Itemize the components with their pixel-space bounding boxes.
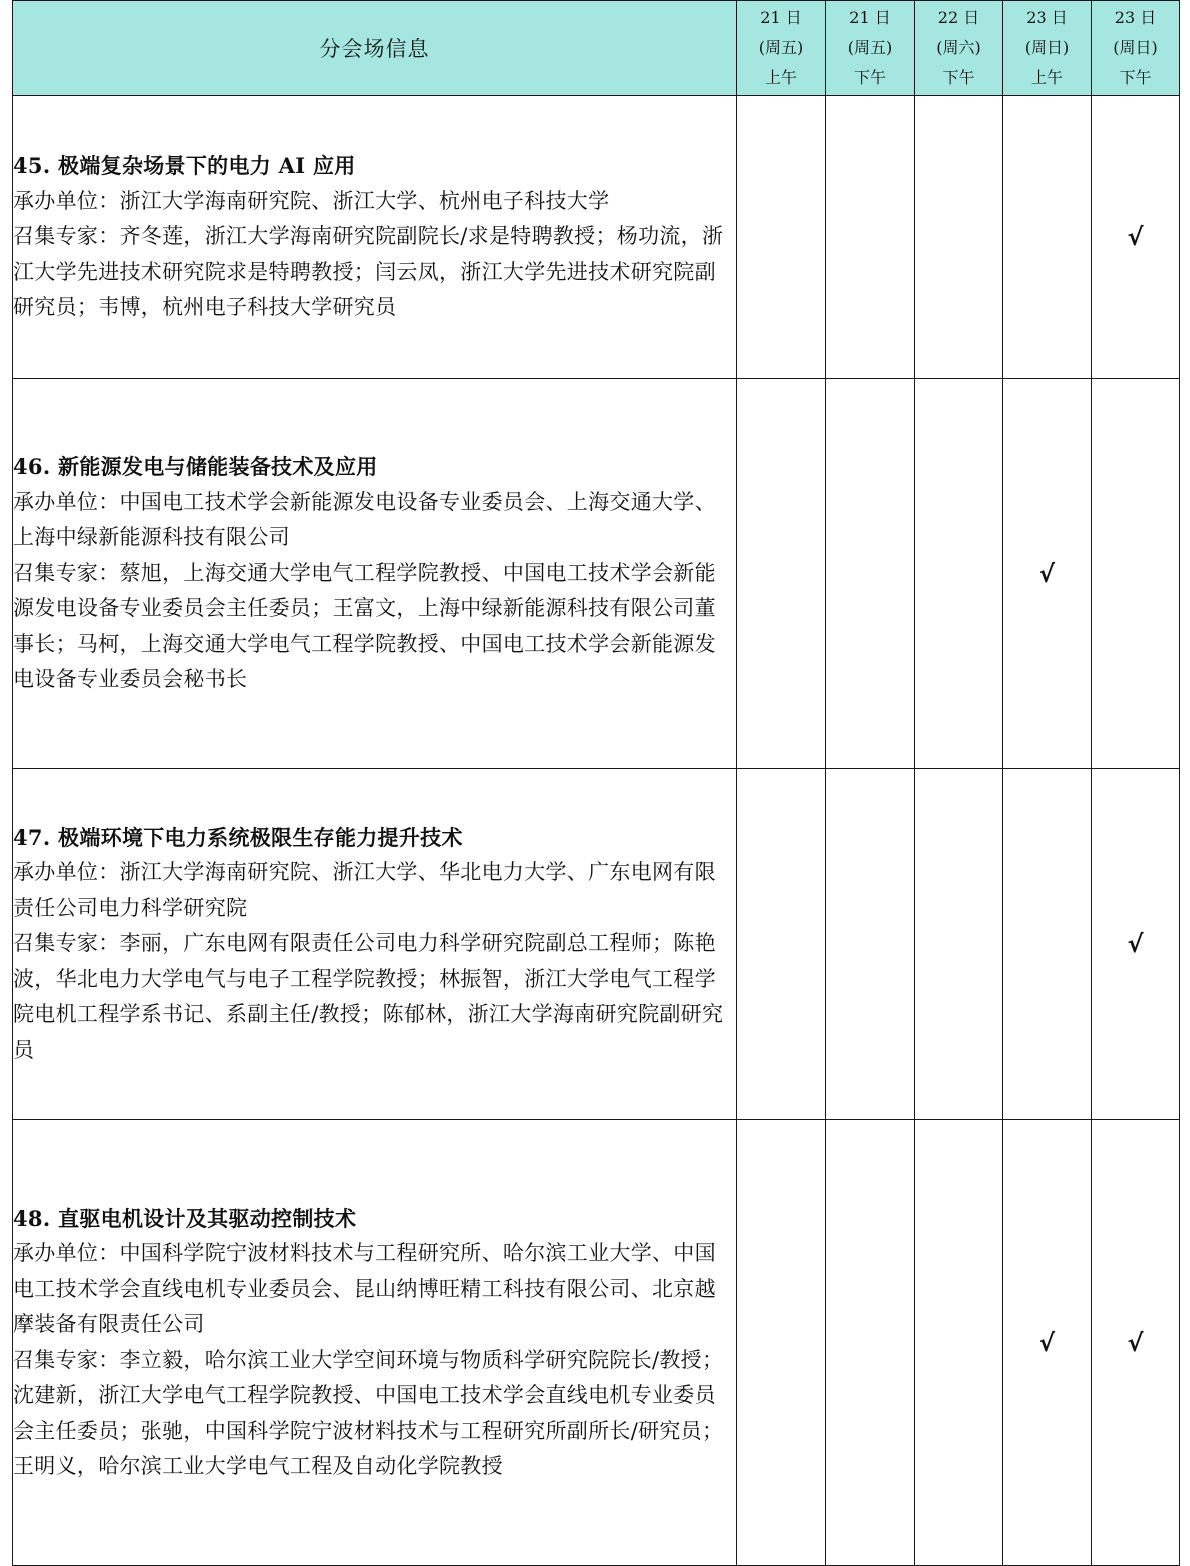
session-info-cell xyxy=(13,379,737,769)
slot-mark xyxy=(737,96,826,379)
session-experts: 召集专家：李丽，广东电网有限责任公司电力科学研究院副总工程师；陈艳波，华北电力大学电气与电子工程学院教授；林振智，浙江大学电气工程学院电机工程学系书记、系副主任/教授；陈郁林，浙江大学海南研究院副研究员 xyxy=(13,931,724,1062)
session-row-48 xyxy=(13,1120,1180,1566)
session-organizer: 承办单位：浙江大学海南研究院、浙江大学、杭州电子科技大学 xyxy=(13,188,610,213)
slot-header-4 xyxy=(1003,1,1092,96)
session-experts: 召集专家：齐冬莲，浙江大学海南研究院副院长/求是特聘教授；杨功流，浙江大学先进技术研究院求是特聘教授；闫云凤，浙江大学先进技术研究院副研究员；韦博，杭州电子科技大学研究员 xyxy=(13,224,724,320)
slot-mark xyxy=(1003,96,1092,379)
session-title: 45. 极端复杂场景下的电力 AI 应用 xyxy=(13,153,356,179)
slot-mark xyxy=(737,769,826,1120)
session-row-45 xyxy=(13,96,1180,379)
slot-weekday: (周日) xyxy=(1113,38,1158,57)
slot-date: 23 日 xyxy=(1026,8,1068,27)
session-info-cell xyxy=(13,769,737,1120)
slot-period: 下午 xyxy=(853,68,886,87)
slot-weekday: (周五) xyxy=(847,38,893,57)
session-experts: 召集专家：李立毅，哈尔滨工业大学空间环境与物质科学研究院院长/教授；沈建新，浙江大学电气工程学院教授、中国电工技术学会直线电机专业委员会主任委员；张驰，中国科学院宁波材料技术与工程研究所副所长/研究员；王明义，哈尔滨工业大学电气工程及自动化学院教授 xyxy=(13,1347,724,1478)
check-mark: √ xyxy=(1092,1120,1180,1566)
session-experts: 召集专家：蔡旭，上海交通大学电气工程学院教授、中国电工技术学会新能源发电设备专业委员会主任委员；王富文，上海中绿新能源科技有限公司董事长；马柯，上海交通大学电气工程学院教授、中国电工技术学会新能源发电设备专业委员会秘书长 xyxy=(13,560,716,692)
slot-mark xyxy=(826,769,915,1120)
slot-weekday: (周五) xyxy=(758,38,804,57)
session-title: 48. 直驱电机设计及其驱动控制技术 xyxy=(13,1205,357,1231)
slot-weekday: (周六) xyxy=(936,38,981,57)
slot-mark xyxy=(915,1120,1003,1566)
slot-mark xyxy=(826,96,915,379)
session-schedule-table xyxy=(12,0,1180,1566)
header-row xyxy=(13,1,1180,96)
slot-mark xyxy=(826,1120,915,1566)
session-row-46 xyxy=(13,379,1180,769)
slot-mark xyxy=(1092,379,1180,769)
session-info-cell xyxy=(13,1120,737,1566)
slot-mark xyxy=(1003,769,1092,1120)
slot-header-3 xyxy=(915,1,1003,96)
session-title: 46. 新能源发电与储能装备技术及应用 xyxy=(13,454,378,480)
check-mark: √ xyxy=(1092,769,1180,1120)
slot-period: 下午 xyxy=(1119,68,1152,87)
session-organizer: 承办单位：中国科学院宁波材料技术与工程研究所、哈尔滨工业大学、中国电工技术学会直线电机专业委员会、昆山纳博旺精工科技有限公司、北京越摩装备有限责任公司 xyxy=(13,1241,716,1336)
slot-date: 23 日 xyxy=(1114,8,1157,27)
slot-mark xyxy=(737,1120,826,1566)
session-info-cell xyxy=(13,96,737,379)
slot-header-5 xyxy=(1092,1,1180,96)
session-organizer: 承办单位：浙江大学海南研究院、浙江大学、华北电力大学、广东电网有限责任公司电力科学研究院 xyxy=(13,860,716,920)
check-mark: √ xyxy=(1003,379,1092,769)
session-row-47 xyxy=(13,769,1180,1120)
session-organizer: 承办单位：中国电工技术学会新能源发电设备专业委员会、上海交通大学、上海中绿新能源科技有限公司 xyxy=(13,489,716,550)
slot-period: 上午 xyxy=(1030,68,1063,87)
slot-mark xyxy=(915,379,1003,769)
check-mark: √ xyxy=(1003,1120,1092,1566)
slot-mark xyxy=(915,96,1003,379)
slot-header-1 xyxy=(737,1,826,96)
slot-date: 22 日 xyxy=(937,8,980,27)
slot-mark xyxy=(826,379,915,769)
slot-date: 21 日 xyxy=(760,8,802,27)
slot-date: 21 日 xyxy=(849,8,891,27)
check-mark: √ xyxy=(1092,96,1180,379)
slot-header-2 xyxy=(826,1,915,96)
slot-mark xyxy=(737,379,826,769)
slot-period: 下午 xyxy=(942,68,975,87)
info-column-header: 分会场信息 xyxy=(13,1,737,96)
session-title: 47. 极端环境下电力系统极限生存能力提升技术 xyxy=(13,824,463,850)
slot-period: 上午 xyxy=(764,68,797,87)
slot-weekday: (周日) xyxy=(1024,38,1070,57)
slot-mark xyxy=(915,769,1003,1120)
